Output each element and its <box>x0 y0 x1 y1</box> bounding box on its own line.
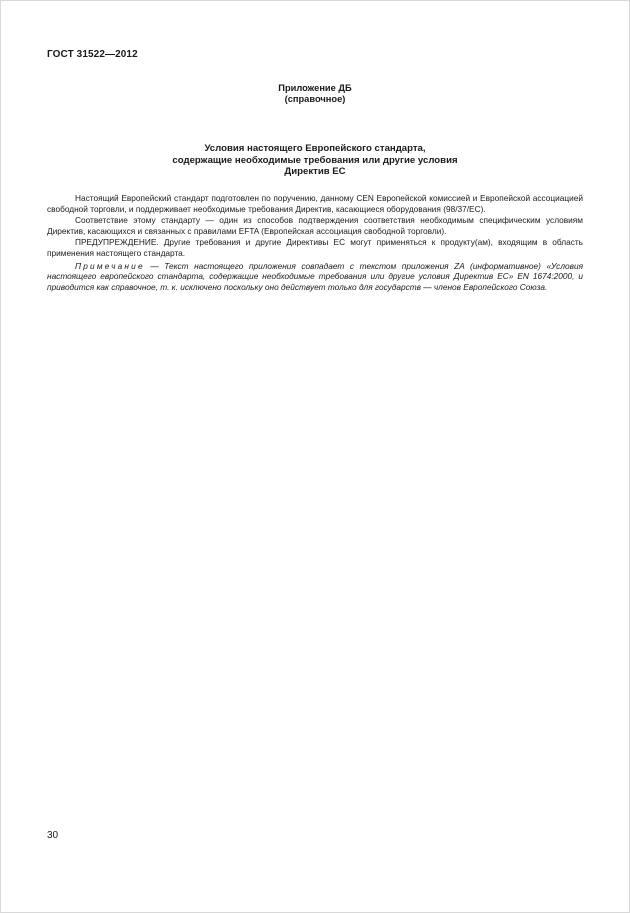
note-label: Примечание <box>75 260 145 271</box>
annex-block <box>0 83 630 105</box>
heading-line-2: содержащие необходимые требования или другие условия <box>172 154 458 166</box>
paragraph-3-warning: ПРЕДУПРЕЖДЕНИЕ. Другие требования и другие Директивы ЕС могут применяться к продукту(ам), входящим в область применения настоящего стандарта. <box>47 237 583 258</box>
heading-line-3: Директив ЕС <box>284 166 346 177</box>
note-text: — Текст настоящего приложения совпадает с текстом приложения ZA (информативное) «Условия настоящего европейского стандарта, содержащие необходимые требования или другие условия Директив ЕС» EN 1674:2000, и приводится как справочное, т. к. исключено поскольку оно действует только для государств — членов Европейского Союза. <box>47 260 583 292</box>
heading-line-1: Условия настоящего Европейского стандарта, <box>204 143 426 154</box>
annex-title: Приложение ДБ <box>278 83 352 93</box>
note-paragraph <box>47 261 583 293</box>
body-text <box>47 193 583 293</box>
annex-subtitle: (справочное) <box>284 94 346 104</box>
standard-header: ГОСТ 31522—2012 <box>47 49 138 60</box>
section-heading <box>0 143 630 178</box>
paragraph-2: Соответствие этому стандарту — один из способов подтверждения соответствия необходимым специфическим условиям Директив, касающихся и связанных с правилами EFTA (Европейская ассоциация свободной торговли). <box>47 215 583 236</box>
page-number: 30 <box>47 830 59 841</box>
paragraph-1: Настоящий Европейский стандарт подготовлен по поручению, данному CEN Европейской комиссией и Европейской ассоциацией свободной торговли, и поддерживает необходимые требования Директив, касающиеся оборудования (98/37/EC). <box>47 193 583 214</box>
